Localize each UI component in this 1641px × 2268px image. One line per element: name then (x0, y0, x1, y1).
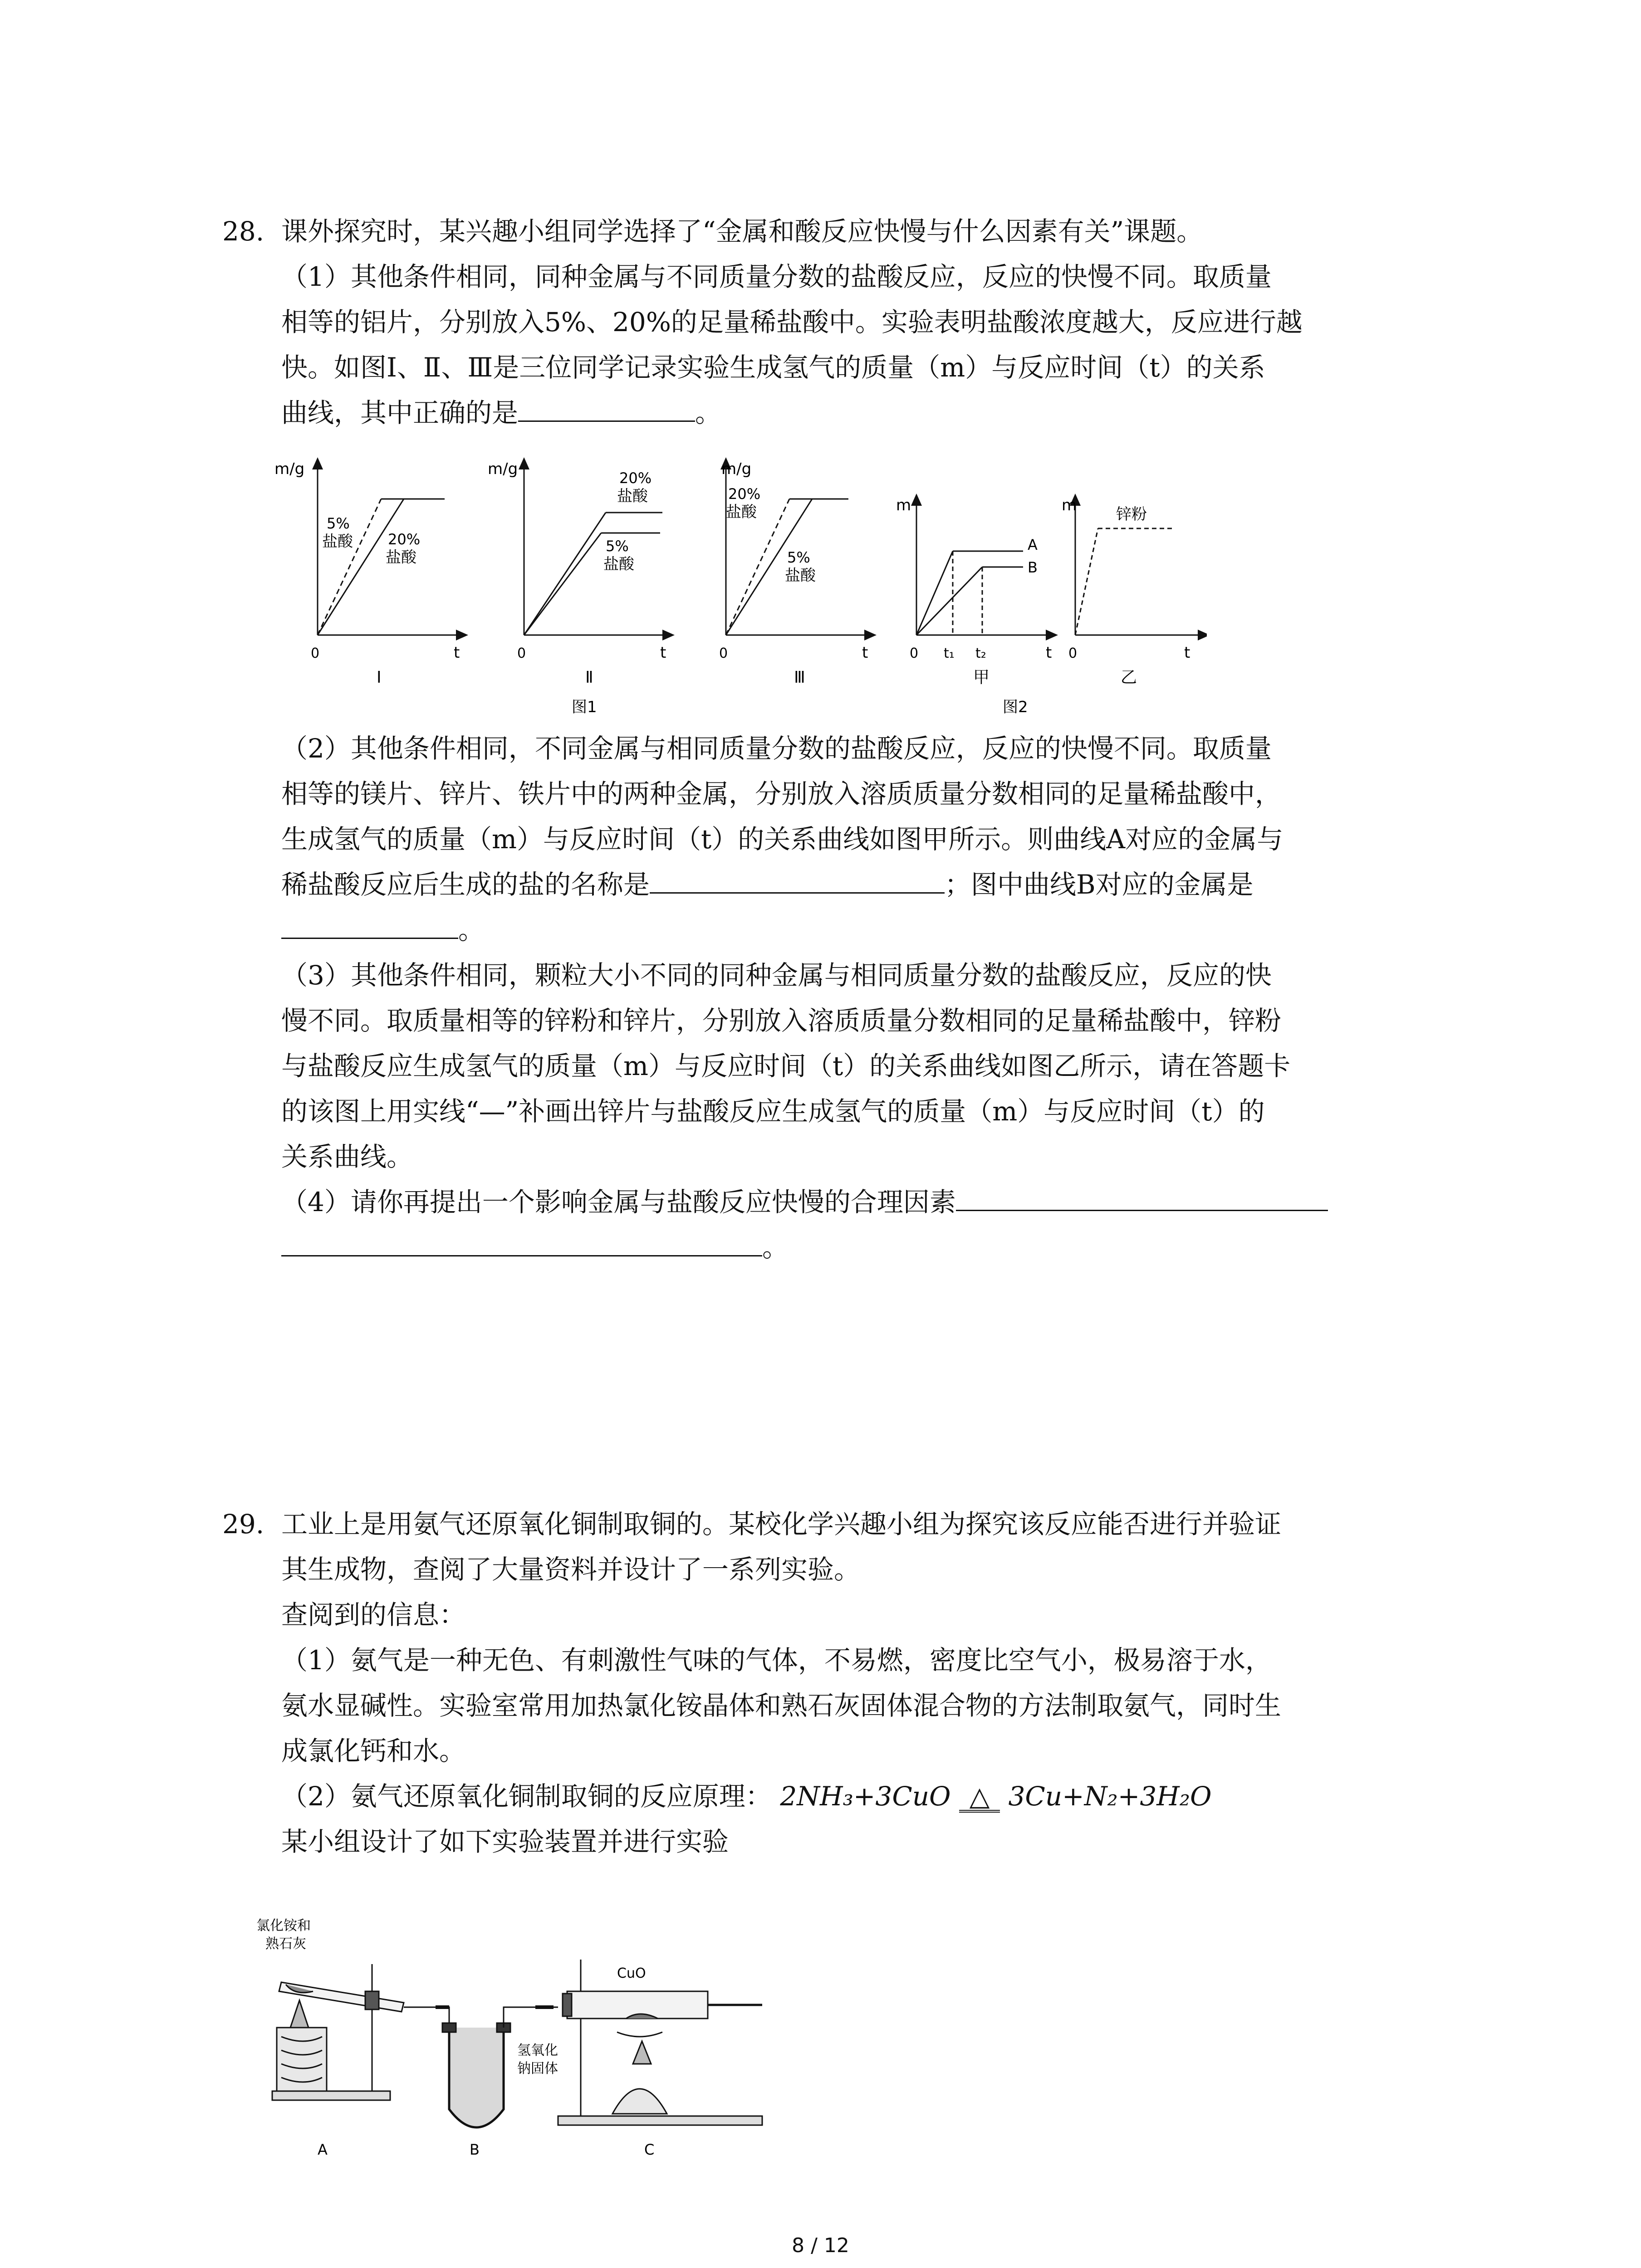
reagent-label: 熟石灰 (265, 1936, 306, 1952)
equation-reactants: 2NH₃+3CuO (780, 1781, 951, 1812)
curve-label: 5% (327, 515, 350, 532)
text-line: 相等的镁片、锌片、铁片中的两种金属，分别放入溶质质量分数相同的足量稀盐酸中， (281, 778, 1282, 809)
naoh-label: 氢氧化 (517, 2043, 558, 2058)
text-line: 与盐酸反应生成氢气的质量（m）与反应时间（t）的关系曲线如图乙所示，请在答题卡 (281, 1051, 1291, 1081)
curve-label: 锌粉 (1116, 505, 1147, 523)
y-axis-label: m/g (488, 460, 518, 478)
question-28 (222, 209, 1447, 435)
curve-zinc-powder (1075, 528, 1098, 635)
figure-1-and-2 (272, 454, 1207, 721)
apparatus-C-label: C (644, 2141, 655, 2158)
text-line: （1）氨气是一种无色、有刺激性气味的气体，不易燃，密度比空气小，极易溶于水， (281, 1645, 1272, 1676)
curve-label: 盐酸 (726, 503, 757, 521)
curve-label: 盐酸 (322, 533, 353, 551)
text-line: 其生成物，查阅了大量资料并设计了一系列实验。 (281, 1554, 861, 1585)
text-line: ；图中曲线B对应的金属是 (945, 869, 1254, 900)
curve-label: 盐酸 (617, 487, 648, 505)
curve-label: 20% (388, 531, 421, 548)
text-line: 。 (695, 397, 722, 428)
curve-label: 盐酸 (785, 567, 816, 585)
text-line: （1）其他条件相同，同种金属与不同质量分数的盐酸反应，反应的快慢不同。取质量 (281, 261, 1272, 292)
curve-label: 20% (619, 469, 652, 487)
text-line: 生成氢气的质量（m）与反应时间（t）的关系曲线如图甲所示。则曲线A对应的金属与 (281, 824, 1283, 855)
text-line: 氨水显碱性。实验室常用加热氯化铵晶体和熟石灰固体混合物的方法制取氨气，同时生 (281, 1690, 1282, 1721)
text-line: 关系曲线。 (281, 1141, 413, 1172)
origin-label: 0 (311, 645, 320, 661)
reagent-label: 氯化铵和 (256, 1918, 311, 1934)
graph-caption: Ⅰ (377, 668, 382, 687)
y-axis-label: m (1062, 496, 1077, 514)
question-number: 28. (222, 216, 265, 247)
curve-label: 20% (728, 485, 761, 503)
answer-blank[interactable] (650, 865, 945, 894)
text-line: 曲线，其中正确的是 (281, 397, 519, 428)
page-number: 8 / 12 (792, 2234, 849, 2257)
answer-blank[interactable] (956, 1183, 1328, 1211)
answer-blank[interactable] (281, 1228, 762, 1256)
graph-caption: 乙 (1121, 668, 1137, 687)
x-axis-label: t (454, 644, 460, 662)
text-line: 快。如图Ⅰ、Ⅱ、Ⅲ是三位同学记录实验生成氢气的质量（m）与反应时间（t）的关系 (281, 352, 1265, 383)
x-axis-label: t (862, 644, 868, 662)
text-line: （2）其他条件相同，不同金属与相同质量分数的盐酸反应，反应的快慢不同。取质量 (281, 733, 1272, 764)
text-line: 。 (458, 914, 485, 945)
y-axis-label: m/g (274, 460, 305, 478)
text-line: 查阅到的信息： (281, 1599, 466, 1630)
answer-blank[interactable] (281, 910, 458, 939)
figure-caption: 图1 (572, 698, 597, 716)
curve-B (916, 567, 982, 635)
text-line: （4）请你再提出一个影响金属与盐酸反应快慢的合理因素 (281, 1187, 956, 1217)
origin-label: 0 (517, 645, 526, 661)
curve-label: 盐酸 (603, 555, 634, 573)
graph-caption: 甲 (973, 668, 990, 687)
text-line: 的该图上用实线“—”补画出锌片与盐酸反应生成氢气的质量（m）与反应时间（t）的 (281, 1096, 1265, 1127)
apparatus-B-label: B (470, 2141, 480, 2158)
text-line: 某小组设计了如下实验装置并进行实验 (281, 1826, 729, 1857)
curve-A (916, 551, 953, 635)
text-line: 。 (762, 1232, 789, 1263)
text-line: （2）氨气还原氧化铜制取铜的反应原理： (281, 1781, 772, 1812)
y-axis-label: m/g (721, 460, 752, 478)
curve-label: A (1028, 536, 1038, 553)
text-line: 稀盐酸反应后生成的盐的名称是 (281, 869, 650, 900)
answer-blank[interactable] (518, 393, 695, 422)
x-axis-label: t (1046, 644, 1052, 662)
text-line: 工业上是用氨气还原氧化铜制取铜的。某校化学兴趣小组为探究该反应能否进行并验证 (281, 1509, 1282, 1540)
naoh-label: 钠固体 (517, 2061, 558, 2077)
curve-label: 5% (606, 538, 629, 555)
curve-20pct (524, 513, 606, 635)
y-axis-label: m (896, 496, 911, 514)
curve-label: 5% (787, 549, 810, 566)
text-line: 慢不同。取质量相等的锌粉和锌片，分别放入溶质质量分数相同的足量稀盐酸中，锌粉 (281, 1005, 1282, 1036)
origin-label: 0 (1068, 645, 1078, 661)
cuo-label: CuO (617, 1965, 646, 1981)
question-29 (222, 1501, 1447, 1864)
graph-caption: Ⅲ (794, 668, 805, 687)
curve-label: B (1028, 559, 1038, 576)
x-axis-label: t (1184, 644, 1190, 662)
origin-label: 0 (719, 645, 728, 661)
apparatus-diagram (254, 1914, 839, 2168)
tick-label: t₂ (975, 645, 986, 661)
heat-condition-icon: △ (959, 1783, 1000, 1813)
question-intro: 课外探究时，某兴趣小组同学选择了“金属和酸反应快慢与什么因素有关”课题。 (281, 216, 1203, 247)
text-line: 相等的铝片，分别放入5%、20%的足量稀盐酸中。实验表明盐酸浓度越大，反应进行越 (281, 307, 1303, 337)
curve-label: 盐酸 (386, 548, 416, 567)
equation-products: 3Cu+N₂+3H₂O (1008, 1781, 1212, 1812)
graph-caption: Ⅱ (585, 668, 593, 687)
x-axis-label: t (660, 644, 666, 662)
apparatus-A-label: A (318, 2141, 328, 2158)
text-line: （3）其他条件相同，颗粒大小不同的同种金属与相同质量分数的盐酸反应，反应的快 (281, 960, 1272, 991)
question-28-continued (222, 726, 1447, 1270)
question-number: 29. (222, 1509, 265, 1540)
figure-caption: 图2 (1003, 698, 1028, 716)
curve-5pct (524, 533, 601, 635)
tick-label: t₁ (944, 645, 955, 661)
origin-label: 0 (910, 645, 919, 661)
text-line: 成氯化钙和水。 (281, 1735, 466, 1766)
